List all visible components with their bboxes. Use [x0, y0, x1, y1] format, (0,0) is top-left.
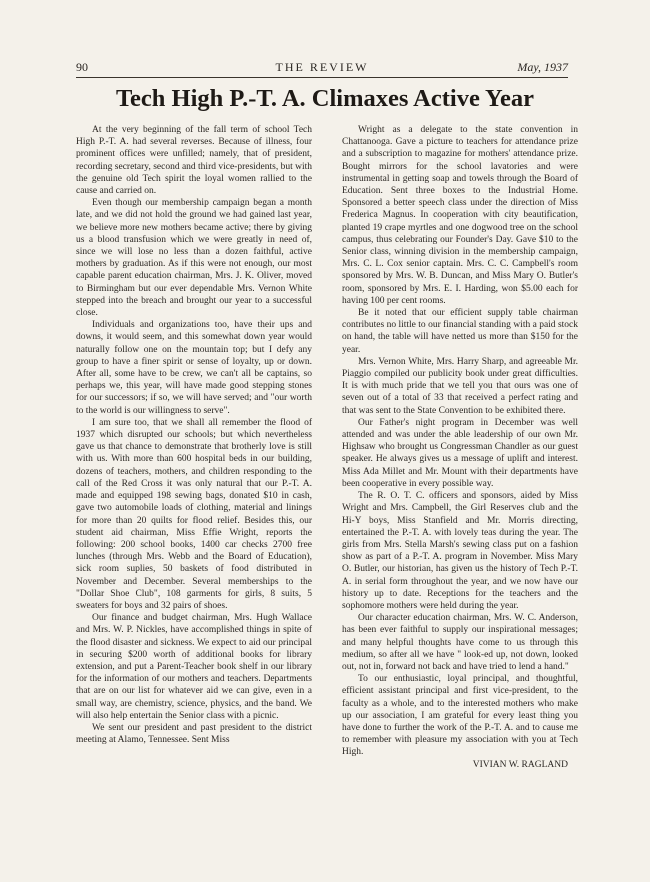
paragraph: Be it noted that our efficient supply table chairman contributes no little to our financial standing with a paid stock on hand, the table will have netted us more than $150 for the year.	[342, 308, 578, 355]
issue-date: May, 1937	[517, 60, 568, 74]
left-column	[76, 124, 312, 746]
running-header	[76, 60, 568, 76]
right-column	[342, 124, 578, 771]
paragraph: I am sure too, that we shall all remember the flood of 1937 which disrupted our schools; but which nevertheless gave us that chance to demonstrate that brotherly love is still with us. With more than 600 hospital beds in our building, dozens of teachers, mothers, and children responding to the call of the Red Cross it was only natural that our P.-T. A. made and equipped 198 sewing bags, donated $10 in cash, gave two automobile loads of clothing, material and linings for more than 20 quilts for flood relief. Besides this, our student aid chairman, Miss Effie Wright, reports the following: 200 school books, 1400 car checks 2700 free lunches (through Mrs. Webb and the Board of Education), sick room suplies, 50 baskets of food distributed in November and December. Several memberships to the "Dollar Shoe Club", 108 garments for girls, 8 suits, 5 sweaters for boys and 32 pairs of shoes.	[76, 417, 312, 611]
paragraph: Our finance and budget chairman, Mrs. Hugh Wallace and Mrs. W. P. Nickles, have accomplished things in spite of the flood disaster and sickness. We expect to aid our principal in securing $200 worth of additional books for library extension, and put a Parent-Teacher book shelf in our library for the information of our mothers and teachers. Departments that are on our list for whatever aid we can give, even in a small way, are chemistry, science, physics, and the band. We will also help entertain the Senior class with a picnic.	[76, 613, 312, 721]
page-number: 90	[76, 60, 88, 74]
header-rule	[76, 77, 568, 78]
paragraph: At the very beginning of the fall term of school Tech High P.-T. A. had several reverses. Because of illness, four prominent offices were unfilled; namely, that of president, recording secretary, second and third vice-presidents, but with the genuine old Tech spirit the loyal women rallied to the cause and carried on.	[76, 125, 313, 197]
author-signature: VIVIAN W. RAGLAND	[472, 759, 568, 770]
paragraph: Our character education chairman, Mrs. W. C. Anderson, has been ever faithful to supply our inspirational messages; and many helpful thoughts have come to us through this medium, so after all we have " look-ed up, not down, looked out, not in, forward not back and have tried to lend a hand."	[342, 613, 578, 672]
paragraph: Our Father's night program in December was well attended and was under the able leadership of our own Mr. Highsaw who brought us Congressman Chandler as our guest speaker. He always gives us a message of uplift and interest. Miss Ada Millet and Mr. Mount with their departments have been cooperative in every possible way.	[342, 417, 578, 489]
paragraph: Even though our membership campaign began a month late, and we did not hold the ground we had gained last year, we believe more new mothers became active; there by giving us a blood transfusion which we were greatly in need of, since we will lose no less than a dozen faithful, active mothers by graduation. As if this were not enough, our most capable parent education chairman, Mrs. J. K. Oliver, moved to Birmingham but our ever dependable Mrs. Vernon White stepped into the breach and brought our year to a successful close.	[76, 198, 312, 319]
paragraph: Mrs. Vernon White, Mrs. Harry Sharp, and agreeable Mr. Piaggio compiled our publicity book under great difficulties. It is with much pride that we tell you that ours was one of seven out of a total of 33 that received a perfect rating and that was sent to the State Convention to be exhibited there.	[342, 356, 578, 416]
paragraph: Individuals and organizations too, have their ups and downs, it would seem, and this somewhat down year would naturally follow one on the mountain top; but I defy any group to have a finer spirit or sense of loyalty, up or down. After all, some have to be crew, we can't all be captains, so perhaps we, this year, will have made good stepping stones for our successors; if so, we will have served; and "our worth to the world is our willingness to serve".	[76, 320, 312, 416]
paragraph: Wright as a delegate to the state convention in Chattanooga. Gave a picture to teachers for attendance prize and a subscription to magazine for mothers' attendance prize. Bought mirrors for the school lavatories and were instrumental in getting soap and towels through the Board of Education. Sent three boxes to the Industrial Home. Sponsored a better speech class under the direction of Miss Frederica Magnus. In cooperation with city beautification, planted 19 crape myrtles and one dogwood tree on the school campus, thus celebrating our Founder's Day. Gave $10 to the Senior class, winning division in the membership campaign, Mrs. C. L. Cox senior captain. Mrs. C. C. Campbell's room sponsored by Mrs. W. B. Duncan, and Miss Mary O. Butler's room, sponsored by Mrs. E. I. Harding, won $5.00 each for having 100 per cent rooms.	[342, 125, 578, 306]
paragraph: To our enthusiastic, loyal principal, and thoughtful, efficient assistant principal and first vice-president, to the faculty as a whole, and to the interested mothers who make up our association, I am grateful for every least thing you have done to further the work of the P.-T. A. and to cause me to remember with pleasure my association with you at Tech High.	[342, 674, 578, 758]
paragraph: We sent our president and past president to the district meeting at Alamo, Tennessee. Sent Miss	[76, 722, 312, 746]
paragraph: The R. O. T. C. officers and sponsors, aided by Miss Wright and Mrs. Campbell, the Girl Reserves club and the Hi-Y boys, Miss Stanfield and Mr. Morris directing, entertained the P.-T. A. with lovely teas during the year. The girls from Mrs. Stella Marsh's sewing class put on a fashion show as part of a P.-T. A. program in November. Miss Mary O. Butler, our historian, has given us the history of Tech P.-T. A. in serial form throughout the year, and we now have our history up to date. Receptions for the teachers and the sophomore mothers were held during the year.	[342, 491, 578, 611]
article-title: Tech High P.-T. A. Climaxes Active Year	[115, 85, 535, 112]
publication-name: THE REVIEW	[275, 60, 369, 74]
